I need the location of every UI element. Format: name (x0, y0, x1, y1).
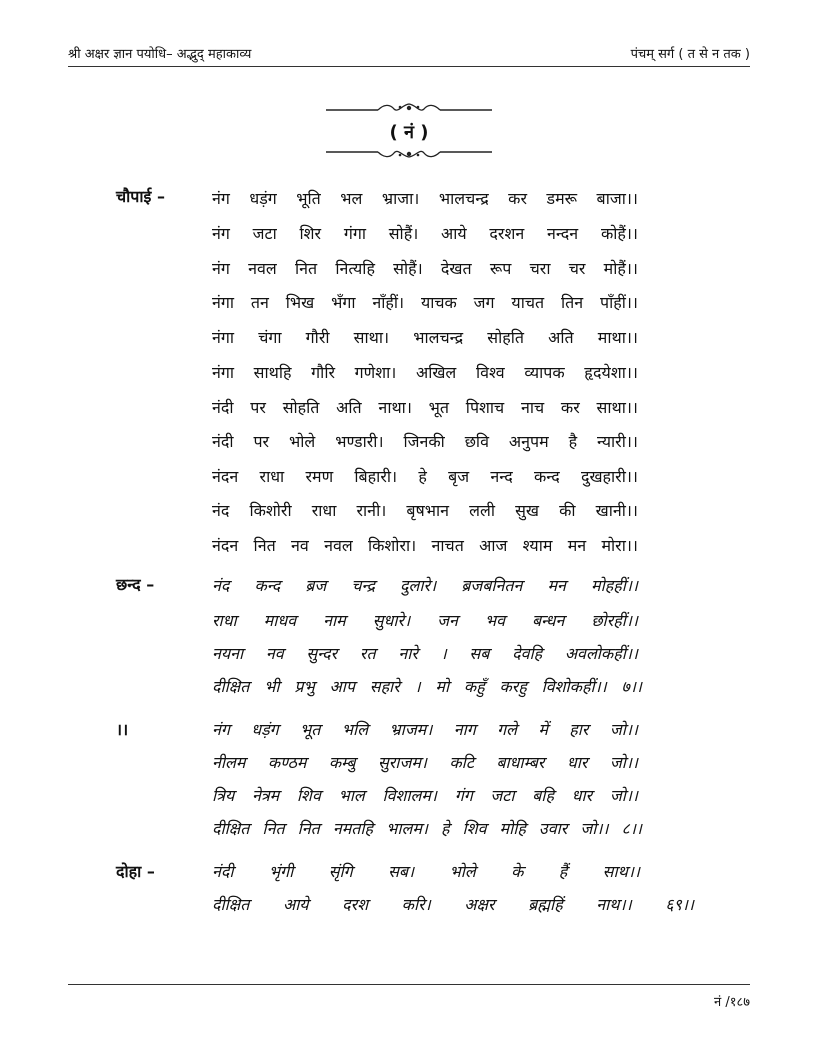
chapter-title: पंचम् सर्ग ( त से न तक ) (630, 47, 750, 62)
chaupai-line: नंद किशोरी राधा रानी। बृषभान लली सुख की खानी।। (212, 501, 638, 520)
doha-line: नंदी भृंगी सृंगि सब। भोले के हैं साथ।। (212, 862, 640, 881)
chhand-line: नंद कन्द ब्रज चन्द्र दुलारे। ब्रजबनितन मन मोहहीं।। (212, 576, 638, 595)
verse-line: नीलम कण्ठम कम्बु सुराजम। कटि बाधाम्बर धार जो।। (212, 753, 638, 772)
page-number: नं /१८७ (713, 995, 750, 1010)
ornament-top-icon (326, 101, 492, 115)
verse-line: दीक्षित नित नित नमतहि भालम। हे शिव मोहि उवार जो।। ८।। (212, 819, 642, 838)
section-title: ( नं ) (389, 122, 429, 143)
running-header (68, 40, 750, 66)
verse-label: ।। (116, 720, 129, 739)
chaupai-line: नंदी पर भोले भण्डारी। जिनकी छवि अनुपम है न्यारी।। (212, 432, 638, 451)
chhand-line: राधा माधव नाम सुधारे। जन भव बन्धन छोरहीं।। (212, 611, 638, 630)
ornament-bottom-icon (326, 146, 492, 160)
chaupai-line: नंग नवल नित नित्यहि सोहैं। देखत रूप चरा चर मोहैं।। (212, 259, 638, 278)
chaupai-line: नंगा तन भिख भँगा नाँहीं। याचक जग याचत तिन पाँहीं।। (212, 293, 638, 312)
header-divider (68, 66, 750, 67)
doha-label: दोहा – (116, 862, 155, 881)
chaupai-line: नंदन राधा रमण बिहारी। हे बृज नन्द कन्द दुखहारी।। (212, 467, 638, 486)
chaupai-line: नंगा चंगा गौरी साथा। भालचन्द्र सोहति अति माथा।। (212, 328, 638, 347)
chaupai-line: नंग धड़ंग भूति भल भ्राजा। भालचन्द्र कर डमरू बाजा।। (212, 189, 638, 208)
chaupai-label: चौपाई – (116, 187, 165, 206)
book-title: श्री अक्षर ज्ञान पयोधि– अद्भुद् महाकाव्य (68, 47, 252, 62)
chhand-line: दीक्षित भी प्रभु आप सहारे । मो कहुँ करहु विशोकहीं।। ७।। (212, 677, 642, 696)
chhand-label: छन्द – (116, 575, 155, 594)
footer-divider (68, 984, 750, 985)
chaupai-line: नंग जटा शिर गंगा सोहैं। आये दरशन नन्दन कोहैं।। (212, 224, 638, 243)
chaupai-line: नंदन नित नव नवल किशोरा। नाचत आज श्याम मन मोरा।। (212, 536, 638, 555)
verse-line: नंग धड़ंग भूत भलि भ्राजम। नाग गले में हार जो।। (212, 720, 638, 739)
chhand-line: नयना नव सुन्दर रत नारे । सब देवहि अवलोकहीं।। (212, 644, 638, 663)
verse-line: त्रिय नेत्रम शिव भाल विशालम। गंग जटा बहि धार जो।। (212, 786, 638, 805)
chaupai-line: नंदी पर सोहति अति नाथा। भूत पिशाच नाच कर साथा।। (212, 398, 638, 417)
chaupai-line: नंगा साथहि गौरि गणेशा। अखिल विश्व व्यापक हृदयेशा।। (212, 363, 638, 382)
doha-line: दीक्षित आये दरश करि। अक्षर ब्रह्महिं नाथ।। ६९।। (212, 895, 694, 914)
